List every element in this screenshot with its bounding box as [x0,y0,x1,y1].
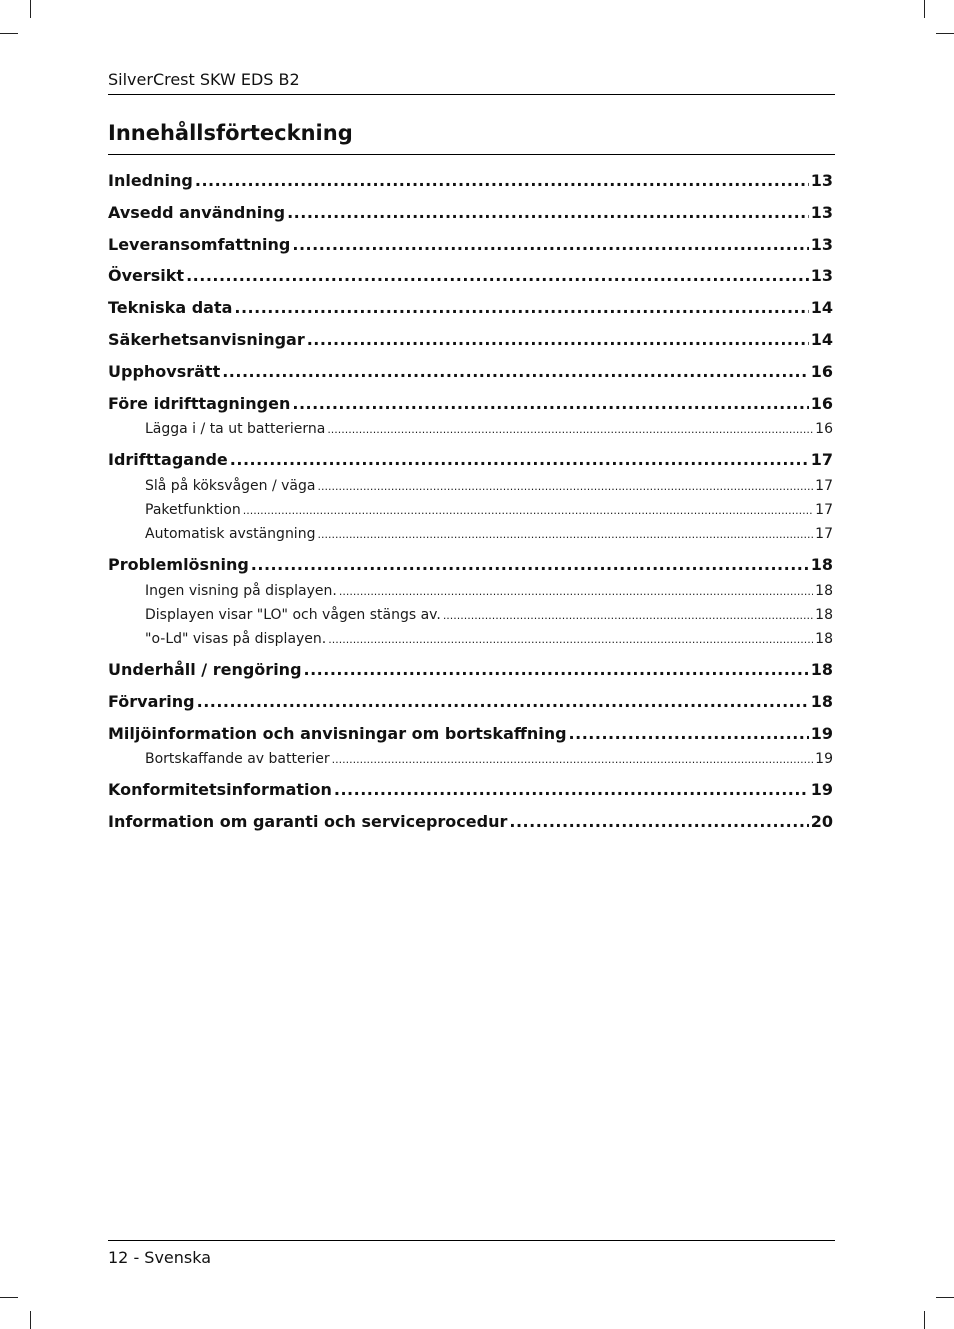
toc-subentry[interactable] [108,629,833,653]
toc-entry-page: 18 [815,582,833,599]
toc-entry-page: 13 [810,234,833,254]
toc-dot-leader [569,721,809,747]
toc-entry-label: Tekniska data [108,298,233,318]
toc-dot-leader [328,630,813,650]
toc-entry-label: Idrifttagande [108,450,228,470]
toc-dot-leader [222,359,809,385]
page-footer [108,1240,835,1268]
toc-dot-leader [307,327,809,353]
toc-dot-leader [186,263,809,289]
toc-entry[interactable] [108,232,833,264]
toc-entry-label: Ingen visning på displayen. [145,582,337,599]
toc-entry-label: Information om garanti och serviceprocedur [108,812,508,832]
toc-entry-page: 13 [810,266,833,286]
toc-entry[interactable] [108,168,833,200]
toc-entry-page: 18 [810,659,833,679]
crop-mark [924,1311,925,1329]
toc-entry-page: 17 [815,502,833,519]
toc-entry-label: Förvaring [108,691,195,711]
toc-entry-page: 14 [810,298,833,318]
toc-subentry[interactable] [108,524,833,548]
toc-entry[interactable] [108,777,833,809]
toc-dot-leader [287,200,809,226]
toc-dot-leader [332,750,814,770]
toc-entry-label: Konformitetsinformation [108,780,332,800]
toc-entry-label: "o-Ld" visas på displayen. [145,630,327,647]
toc-dot-leader [230,447,809,473]
toc-dot-leader [292,232,808,258]
toc-entry[interactable] [108,689,833,721]
toc-entry-page: 18 [810,691,833,711]
toc-entry-page: 16 [815,421,833,438]
toc-entry[interactable] [108,263,833,295]
toc-dot-leader [509,809,808,835]
crop-mark [0,1297,18,1298]
toc-subentry[interactable] [108,419,833,443]
header-title: SilverCrest SKW EDS B2 [108,70,300,89]
toc-entry-page: 19 [810,780,833,800]
toc-entry-label: Säkerhetsanvisningar [108,329,305,349]
toc-entry[interactable] [108,327,833,359]
toc-entry[interactable] [108,657,833,689]
toc-subentry[interactable] [108,605,833,629]
toc-dot-leader [292,391,808,417]
crop-mark [0,33,18,34]
toc-dot-leader [327,420,813,440]
toc-entry-label: Miljöinformation och anvisningar om bortskaffning [108,723,567,743]
toc-dot-leader [243,501,813,521]
toc-entry[interactable] [108,552,833,584]
toc-entry-label: Lägga i / ta ut batterierna [145,421,326,438]
page-header [108,70,835,95]
toc-dot-leader [197,689,809,715]
toc-entry[interactable] [108,721,833,753]
toc-entry-label: Upphovsrätt [108,361,221,381]
table-of-contents [108,168,833,841]
toc-dot-leader [317,477,813,497]
toc-entry-page: 18 [810,555,833,575]
toc-dot-leader [304,657,809,683]
toc-entry-label: Inledning [108,171,193,190]
toc-entry-page: 17 [815,526,833,543]
toc-entry-label: Leveransomfattning [108,234,291,254]
toc-dot-leader [195,168,809,194]
toc-entry-page: 19 [815,751,833,768]
toc-entry-page: 17 [810,450,833,470]
toc-entry-page: 16 [810,361,833,381]
toc-dot-leader [443,606,813,626]
crop-mark [936,1297,954,1298]
toc-entry-page: 13 [810,202,833,222]
toc-entry-label: Underhåll / rengöring [108,659,302,679]
toc-dot-leader [334,777,809,803]
toc-entry-label: Översikt [108,266,185,286]
toc-entry-label: Automatisk avstängning [145,526,316,543]
toc-entry-label: Paketfunktion [145,502,241,519]
toc-entry-page: 17 [815,478,833,495]
toc-entry-label: Displayen visar "LO" och vågen stängs av. [145,606,441,623]
crop-mark [30,1311,31,1329]
toc-entry[interactable] [108,359,833,391]
toc-entry-label: Före idrifttagningen [108,393,291,413]
toc-entry-page: 18 [815,606,833,623]
toc-entry-page: 14 [810,329,833,349]
toc-entry[interactable] [108,447,833,479]
toc-subentry[interactable] [108,500,833,524]
toc-title: Innehållsförteckning [108,118,835,155]
toc-dot-leader [317,525,813,545]
toc-entry-label: Slå på köksvågen / väga [145,478,316,495]
crop-mark [924,0,925,18]
toc-subentry[interactable] [108,749,833,773]
toc-entry[interactable] [108,200,833,232]
toc-entry-page: 20 [810,812,833,832]
toc-entry-page: 19 [810,723,833,743]
toc-entry-label: Problemlösning [108,555,249,575]
toc-entry[interactable] [108,809,833,841]
toc-entry-page: 13 [810,171,833,190]
toc-entry-label: Avsedd användning [108,202,286,222]
toc-entry-page: 18 [815,630,833,647]
toc-dot-leader [234,295,808,321]
toc-entry[interactable] [108,391,833,423]
footer-page-label: 12 - Svenska [108,1248,212,1267]
toc-subentry[interactable] [108,581,833,605]
toc-entry-page: 16 [810,393,833,413]
toc-dot-leader [251,552,809,578]
crop-mark [30,0,31,18]
toc-dot-leader [339,582,813,602]
toc-entry[interactable] [108,295,833,327]
toc-entry-label: Bortskaffande av batterier [145,751,330,768]
toc-subentry[interactable] [108,476,833,500]
crop-mark [936,33,954,34]
